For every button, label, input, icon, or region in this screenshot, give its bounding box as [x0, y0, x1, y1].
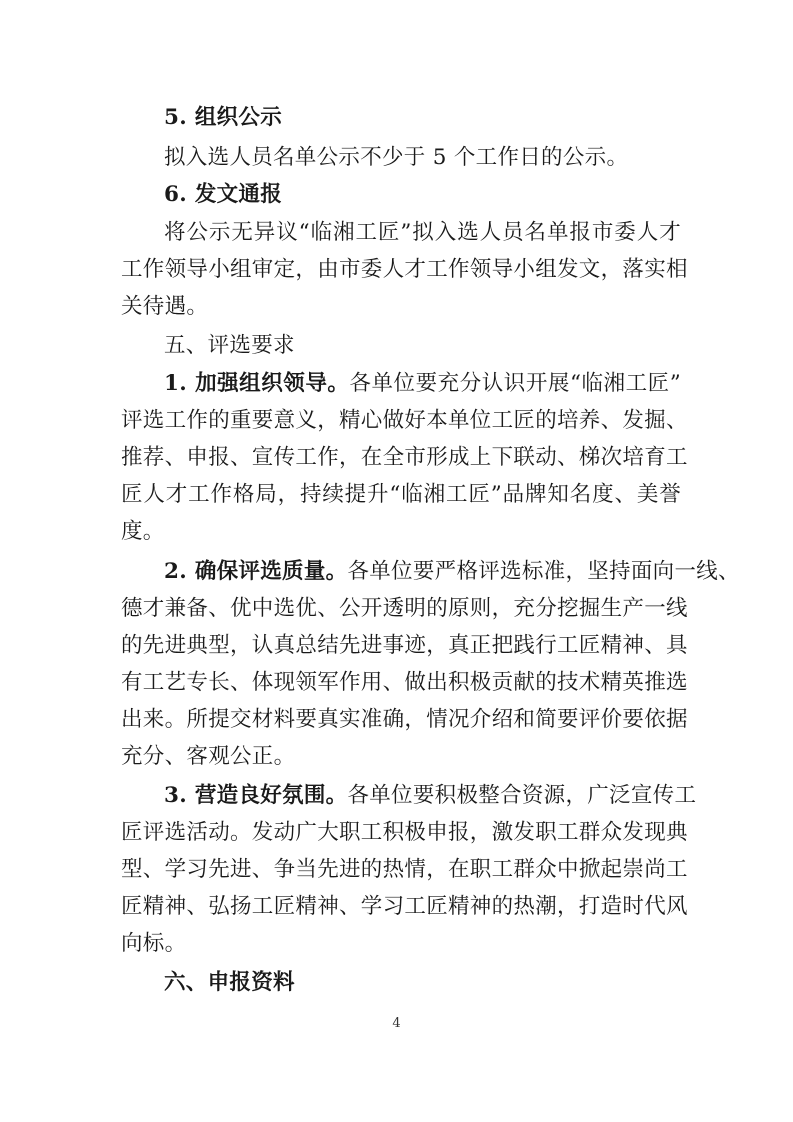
paragraph-line: 匠人才工作格局，持续提升“临湘工匠”品牌知名度、美誉: [121, 482, 681, 507]
subheading-notice: 6. 发文通报: [164, 182, 283, 207]
paragraph-line: 充分、客观公正。: [121, 744, 296, 769]
paragraph-line: 匠评选活动。发动广大职工积极申报，激发职工群众发现典: [121, 820, 688, 845]
paragraph-line: 将公示无异议“临湘工匠”拟入选人员名单报市委人才: [164, 220, 681, 245]
requirement-text: 各单位要严格评选标准，坚持面向一线、: [347, 559, 740, 584]
paragraph-line: 德才兼备、优中选优、公开透明的原则，充分挖掘生产一线: [121, 596, 688, 621]
paragraph-line: 有工艺专长、体现领军作用、做出积极贡献的技术精英推选: [121, 670, 688, 695]
paragraph-line: 匠精神、弘扬工匠精神、学习工匠精神的热潮，打造时代风: [121, 894, 688, 919]
section-heading-requirements: 五、评选要求: [164, 333, 295, 358]
paragraph-line: 推荐、申报、宣传工作，在全市形成上下联动、梯次培育工: [121, 445, 688, 470]
paragraph-line: [164, 557, 740, 587]
paragraph-line: 的先进典型，认真总结先进事迹，真正把践行工匠精神、具: [121, 633, 688, 658]
paragraph-line: 出来。所提交材料要真实准确，情况介绍和简要评价要依据: [121, 707, 688, 732]
requirement-text: 各单位要积极整合资源，广泛宣传工: [347, 783, 697, 808]
requirement-lead: 3. 营造良好氛围。: [164, 783, 348, 808]
paragraph-line: 向标。: [121, 931, 187, 956]
paragraph-line: 关待遇。: [121, 294, 209, 319]
requirement-lead: 1. 加强组织领导。: [164, 371, 350, 396]
paragraph-publicity: 拟入选人员名单公示不少于 5 个工作日的公示。: [164, 145, 629, 170]
paragraph-line: 工作领导小组审定，由市委人才工作领导小组发文，落实相: [121, 257, 688, 282]
requirement-text: 各单位要充分认识开展“临湘工匠”: [349, 371, 681, 396]
paragraph-line: 度。: [121, 519, 165, 544]
subheading-publicity: 5. 组织公示: [164, 105, 283, 130]
requirement-lead: 2. 确保评选质量。: [164, 559, 348, 584]
paragraph-line: [164, 781, 697, 811]
page-number: 4: [392, 1016, 401, 1031]
paragraph-line: [164, 369, 681, 399]
section-heading-materials: 六、申报资料: [164, 970, 295, 995]
paragraph-line: 评选工作的重要意义，精心做好本单位工匠的培养、发掘、: [121, 408, 688, 433]
paragraph-line: 型、学习先进、争当先进的热情，在职工群众中掀起崇尚工: [121, 857, 688, 882]
